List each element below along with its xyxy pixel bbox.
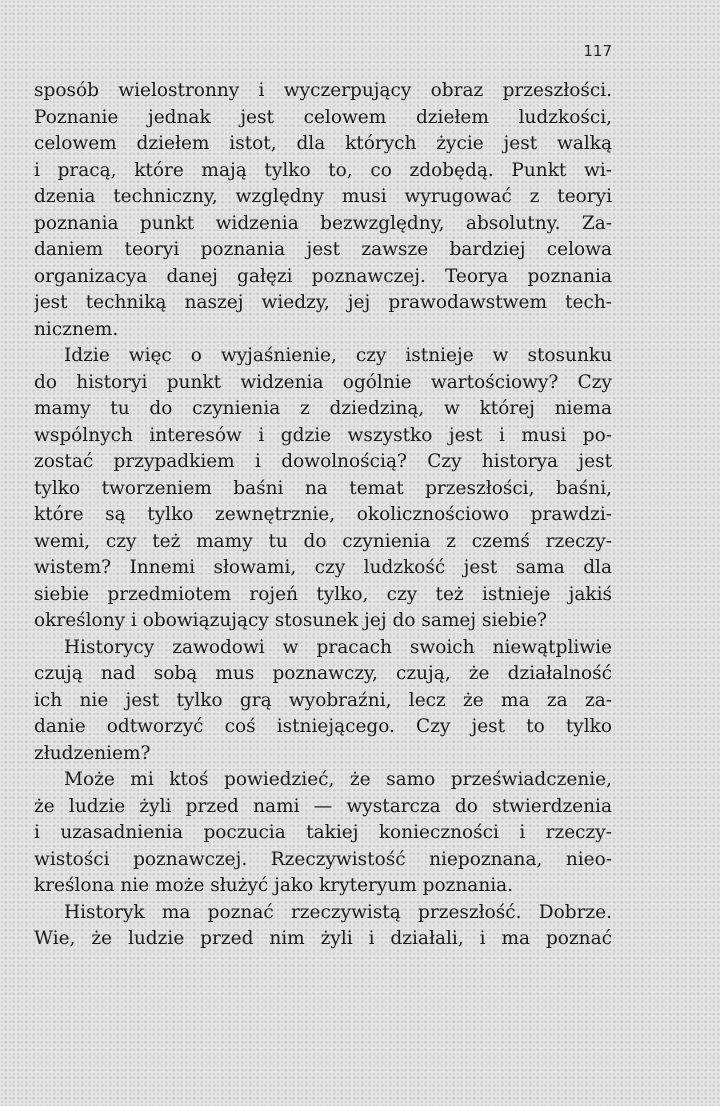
text-line: poznania punkt widzenia bezwzględny, absolutny. Za- [34,212,612,234]
text-line: złudzeniem? [34,742,151,764]
text-line: wspólnych interesów i gdzie wszystko jest i musi po- [34,424,612,446]
text-line: i uzasadnienia poczucia takiej konieczności i rzeczy- [34,822,612,843]
text-line: czują nad sobą mus poznawczy, czują, że działalność [34,663,612,684]
text-line: ich nie jest tylko grą wyobraźni, lecz że ma za za- [34,689,612,711]
text-line: Wie, że ludzie przed nim żyli i działali, i ma poznać [34,928,612,949]
text-line: wistości poznawczej. Rzeczywistość niepoznana, nieo- [34,848,612,870]
text-line: wistem? Innemi słowami, czy ludzkość jest sama dla [34,557,612,578]
text-line: Może mi ktoś powiedzieć, że samo przeświadczenie, [64,769,612,790]
text-line: danie odtworzyć coś istniejącego. Czy jest to tylko [34,716,612,737]
text-line: które są tylko zewnętrznie, okolicznościowo prawdzi- [34,504,612,525]
text-line: organizacya danej gałęzi poznawczej. Teorya poznania [34,265,612,287]
text-line: i pracą, które mają tylko to, co zdobędą. Punkt wi- [34,159,612,181]
text-line: kreślona nie może służyć jako kryteryum poznania. [34,875,514,896]
text-line: określony i obowiązujący stosunek jej do samej siebie? [34,610,547,631]
text-line: Idzie więc o wyjaśnienie, czy istnieje w stosunku [64,345,612,366]
text-line: zostać przypadkiem i dowolnością? Czy historya jest [34,451,612,472]
text-line: że ludzie żyli przed nami — wystarcza do stwierdzenia [34,795,612,817]
text-line: nicznem. [34,318,119,340]
text-line: mamy tu do czynienia z dziedziną, w której niema [34,398,612,419]
body-text [34,78,612,953]
text-line: celowem dziełem istot, dla których życie jest walką [34,133,612,154]
text-line: sposób wielostronny i wyczerpujący obraz przeszłości. [34,80,612,101]
page-number: 117 [583,42,612,60]
text-line: jest techniką naszej wiedzy, jej prawodawstwem tech- [34,292,612,313]
text-line: Poznanie jednak jest celowem dziełem ludzkości, [34,106,612,128]
text-line: wemi, czy też mamy tu do czynienia z czemś rzeczy- [34,530,612,552]
text-line: do historyi punkt widzenia ogólnie wartościowy? Czy [34,371,612,393]
text-line: daniem teoryi poznania jest zawsze bardziej celowa [34,239,612,260]
text-line: tylko tworzeniem baśni na temat przeszłości, baśni, [34,477,612,499]
text-line: Historyk ma poznać rzeczywistą przeszłość. Dobrze. [64,901,612,923]
text-line: siebie przedmiotem rojeń tylko, czy też istnieje jakiś [34,583,612,605]
text-line: Historycy zawodowi w pracach swoich niewątpliwie [64,636,612,658]
text-line: dzenia techniczny, względny musi wyrugować z teoryi [34,186,612,207]
